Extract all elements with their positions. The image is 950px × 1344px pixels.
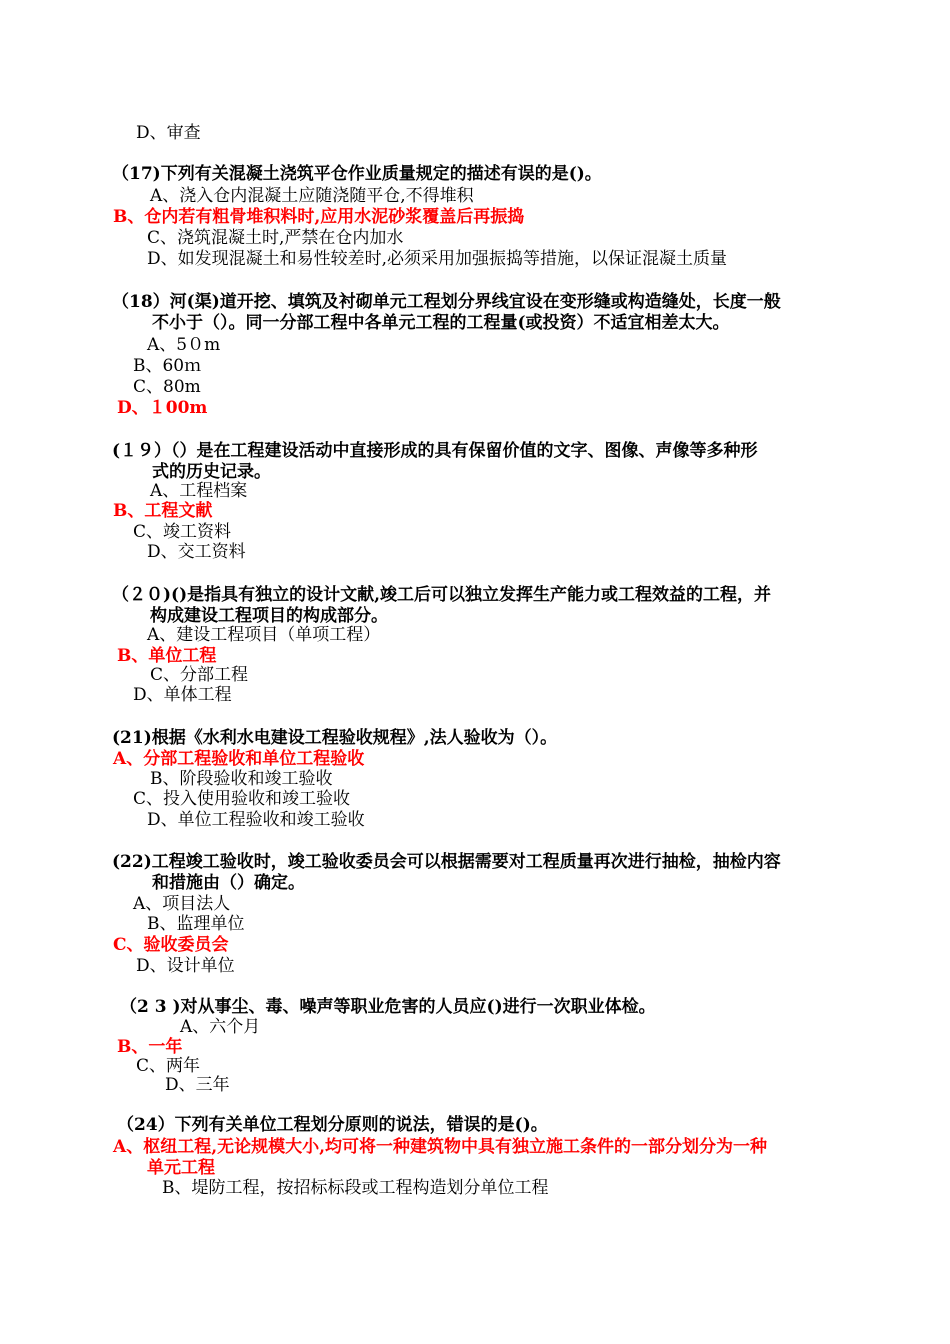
option-text: C、竣工资料 xyxy=(133,522,232,542)
question-text: （２０)()是指具有独立的设计文献,竣工后可以独立发挥生产能力或工程效益的工程，并 xyxy=(112,585,772,605)
question-text: (22)工程竣工验收时，竣工验收委员会可以根据需要对工程质量再次进行抽检，抽检内容 xyxy=(112,852,781,872)
option-text: C、80m xyxy=(133,377,201,397)
option-text: C、浇筑混凝土时,严禁在仓内加水 xyxy=(147,228,404,248)
question-text: （2 3 )对从事尘、毒、噪声等职业危害的人员应()进行一次职业体检。 xyxy=(120,997,656,1017)
question-text: (１９）（）是在工程建设活动中直接形成的具有保留价值的文字、图像、声像等多种形 xyxy=(112,441,758,461)
question-text: 和措施由（）确定。 xyxy=(152,873,305,893)
answer-option: 单元工程 xyxy=(147,1158,215,1178)
option-text: A、工程档案 xyxy=(150,481,248,501)
option-text: D、审查 xyxy=(136,123,201,143)
answer-option: B、工程文献 xyxy=(113,501,213,521)
question-text: 构成建设工程项目的构成部分。 xyxy=(150,606,388,626)
answer-option: B、仓内若有粗骨堆积料时,应用水泥砂浆覆盖后再振捣 xyxy=(113,207,525,227)
option-text: D、设计单位 xyxy=(136,956,235,976)
question-text: (21)根据《水利水电建设工程验收规程》,法人验收为（）。 xyxy=(112,728,558,748)
option-text: C、分部工程 xyxy=(150,665,249,685)
option-text: B、60ｍ xyxy=(133,356,202,376)
answer-option: A、分部工程验收和单位工程验收 xyxy=(113,749,365,769)
answer-option: D、１00m xyxy=(117,398,208,418)
option-text: B、阶段验收和竣工验收 xyxy=(150,769,333,789)
option-text: D、单体工程 xyxy=(133,685,232,705)
option-text: B、监理单位 xyxy=(147,914,245,934)
option-text: A、六个月 xyxy=(180,1017,261,1037)
question-text: （18）河(渠)道开挖、填筑及衬砌单元工程划分界线宜设在变形缝或构造缝处，长度一般 xyxy=(112,292,781,312)
answer-option: A、枢纽工程,无论规模大小,均可将一种建筑物中具有独立施工条件的一部分划分为一种 xyxy=(113,1137,768,1157)
option-text: A、5０m xyxy=(147,335,221,355)
option-text: D、三年 xyxy=(165,1075,230,1095)
option-text: C、两年 xyxy=(136,1056,201,1076)
answer-option: B、一年 xyxy=(117,1037,183,1057)
option-text: D、如发现混凝土和易性较差时,必须采用加强振捣等措施，以保证混凝土质量 xyxy=(147,249,728,269)
option-text: D、单位工程验收和竣工验收 xyxy=(147,810,365,830)
option-text: A、浇入仓内混凝土应随浇随平仓,不得堆积 xyxy=(150,186,474,206)
question-text: （17)下列有关混凝土浇筑平仓作业质量规定的描述有误的是()。 xyxy=(112,164,602,184)
answer-option: C、验收委员会 xyxy=(113,935,229,955)
option-text: D、交工资料 xyxy=(147,542,246,562)
answer-option: B、单位工程 xyxy=(117,646,217,666)
option-text: B、堤防工程，按招标标段或工程构造划分单位工程 xyxy=(162,1178,549,1198)
question-text: 不小于（）。同一分部工程中各单元工程的工程量(或投资）不适宜相差太大。 xyxy=(152,313,730,333)
option-text: A、项目法人 xyxy=(133,894,231,914)
option-text: A、建设工程项目（单项工程） xyxy=(147,625,381,645)
option-text: C、投入使用验收和竣工验收 xyxy=(133,789,351,809)
question-text: 式的历史记录。 xyxy=(152,462,271,482)
question-text: （24）下列有关单位工程划分原则的说法，错误的是()。 xyxy=(117,1115,548,1135)
